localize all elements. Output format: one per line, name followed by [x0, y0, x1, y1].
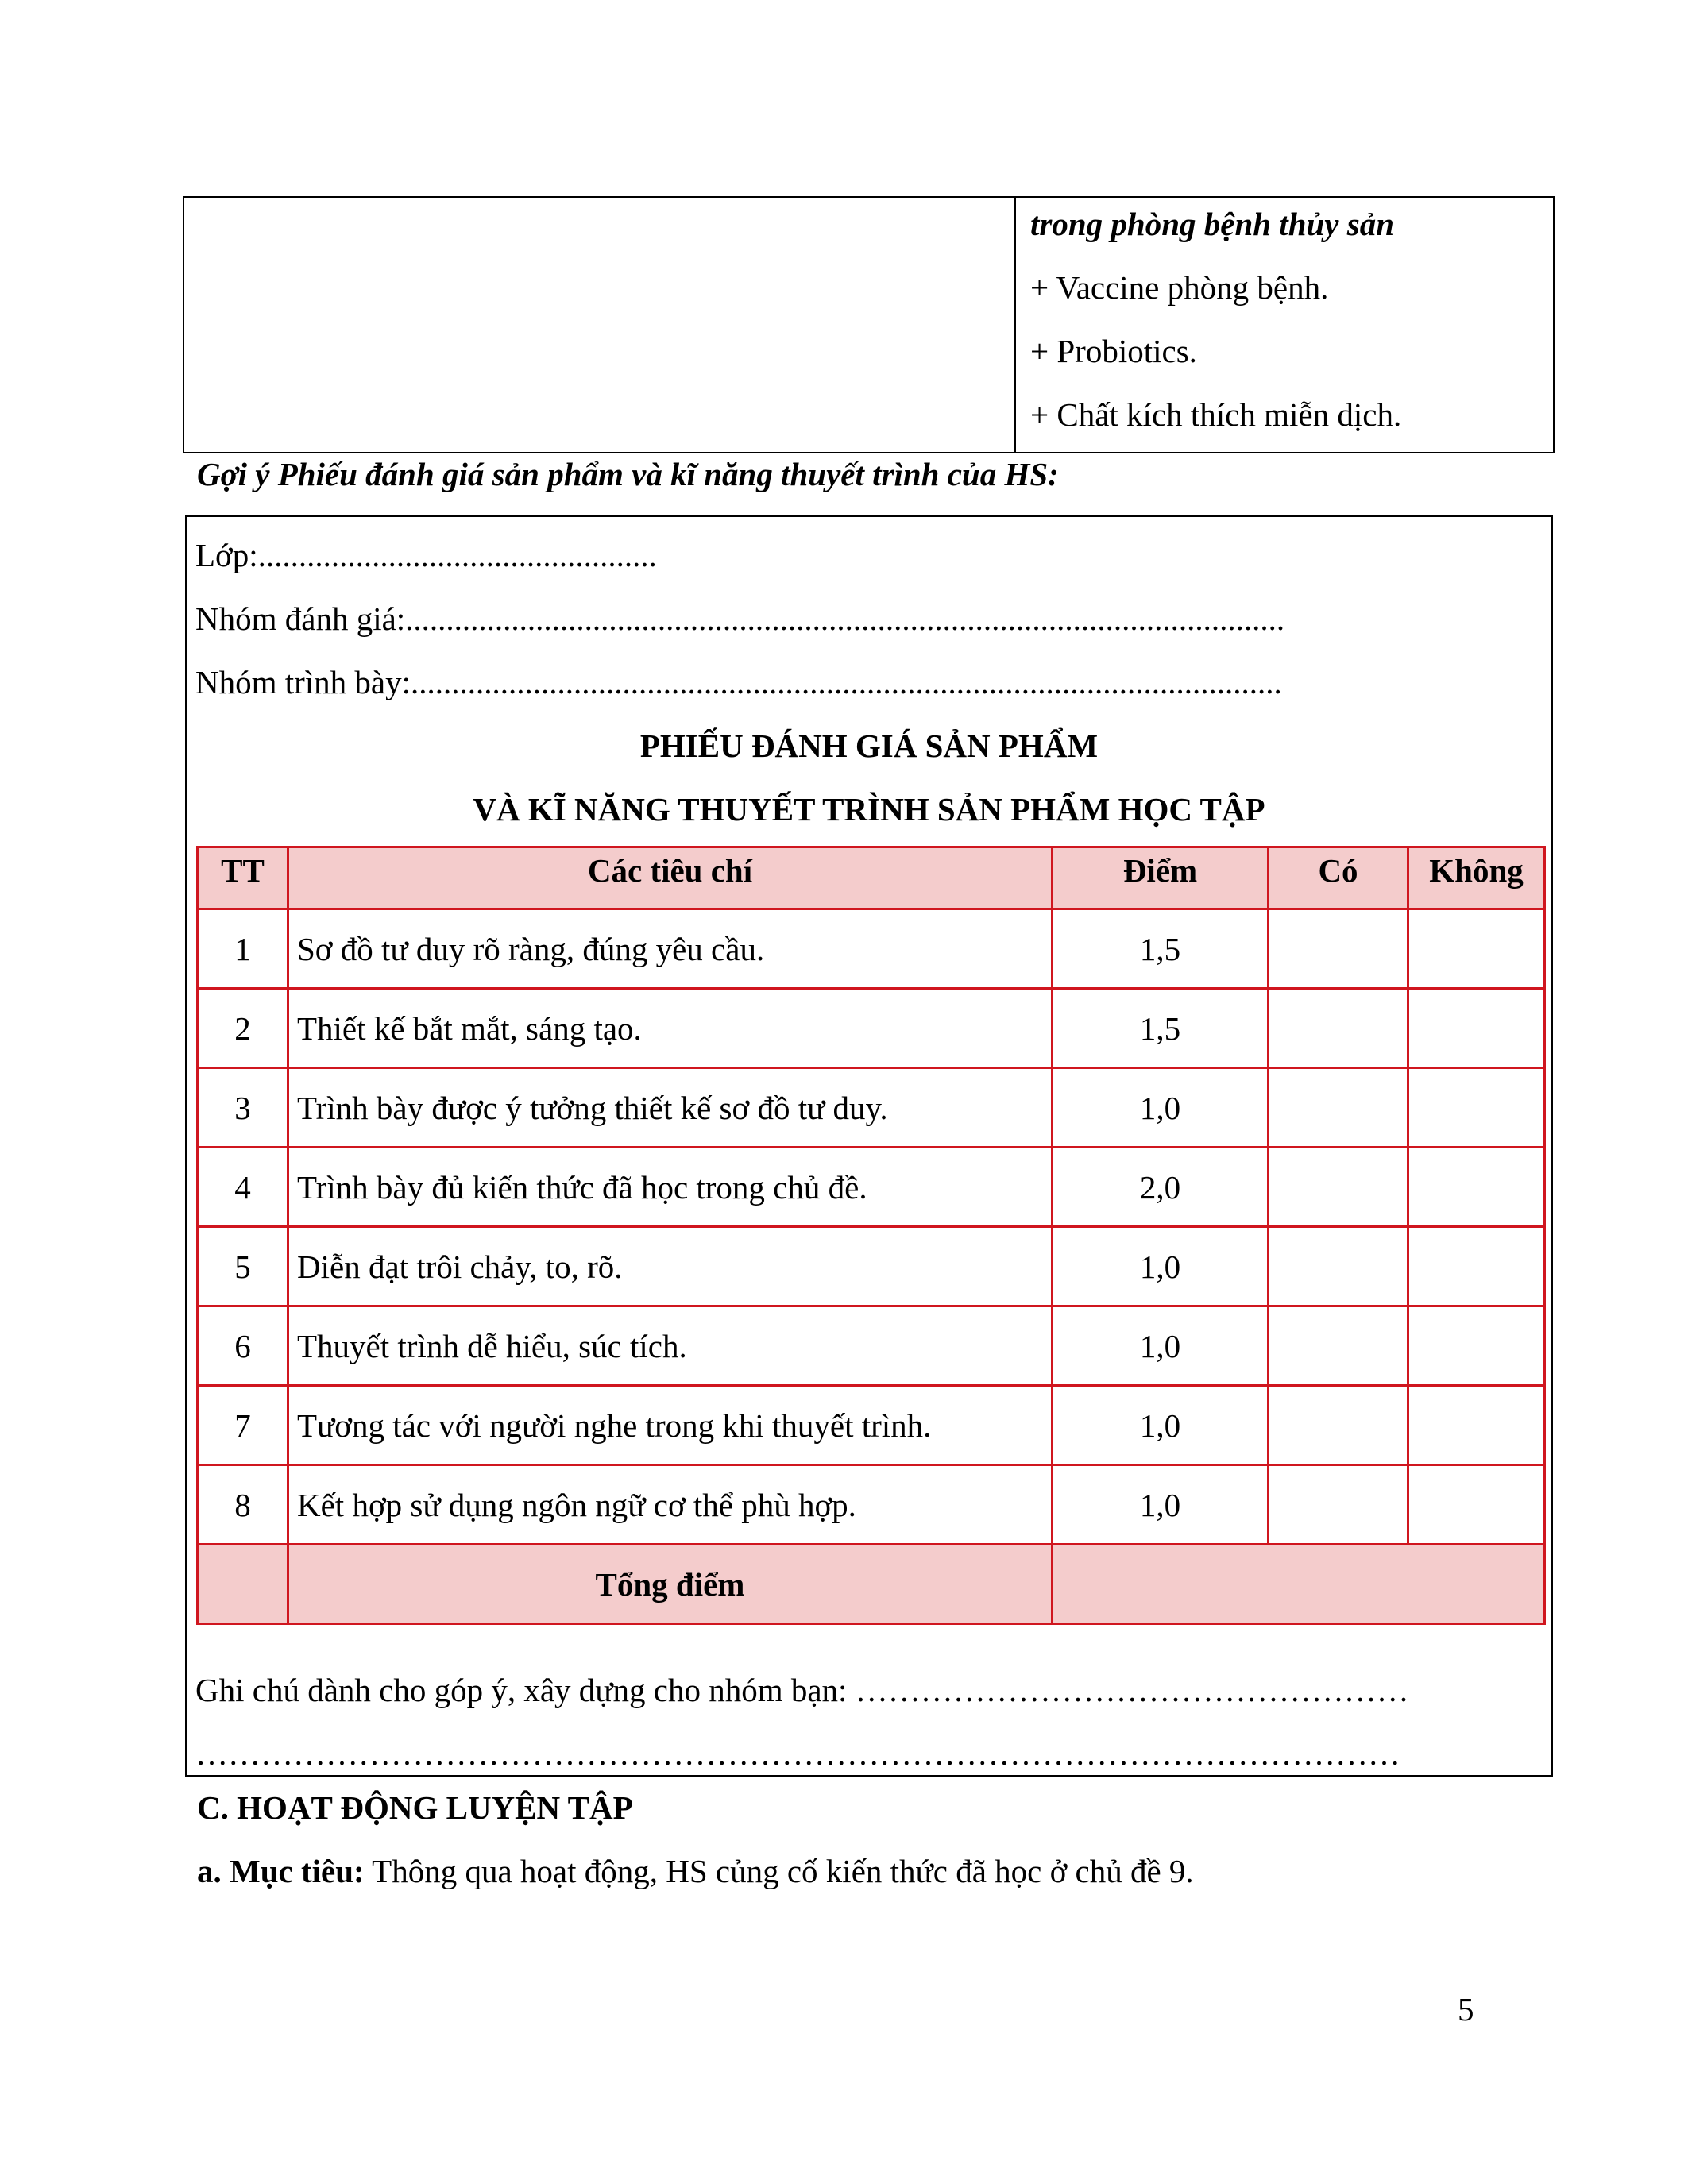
row-number: 3: [198, 1068, 288, 1148]
table-row: [198, 1386, 1545, 1465]
objective-label: a. Mục tiêu:: [197, 1853, 365, 1889]
row-number: 2: [198, 989, 288, 1068]
continuation-line: + Vaccine phòng bệnh.: [1030, 269, 1329, 306]
continuation-table: [183, 196, 1555, 453]
row-no-cell: [1408, 1068, 1545, 1148]
row-no-cell: [1408, 909, 1545, 989]
table-row: [198, 1465, 1545, 1545]
row-number: 8: [198, 1465, 288, 1545]
row-no-cell: [1408, 1227, 1545, 1306]
header-tt: TT: [198, 847, 288, 909]
row-yes-cell: [1269, 1306, 1408, 1386]
row-yes-cell: [1269, 989, 1408, 1068]
header-criteria: Các tiêu chí: [288, 847, 1053, 909]
row-no-cell: [1408, 1386, 1545, 1465]
row-criterion: Tương tác với người nghe trong khi thuyết trình.: [288, 1386, 1053, 1465]
table-row: [198, 1068, 1545, 1148]
total-blank-cell: [198, 1545, 288, 1624]
hint-heading: Gợi ý Phiếu đánh giá sản phẩm và kĩ năng thuyết trình của HS:: [197, 456, 1059, 492]
row-score: 1,0: [1053, 1306, 1269, 1386]
note-line-2: …………………………………………………………………………………………………: [195, 1735, 1400, 1772]
rubric-header-row: [198, 847, 1545, 909]
row-criterion: Sơ đồ tư duy rõ ràng, đúng yêu cầu.: [288, 909, 1053, 989]
continuation-line: trong phòng bệnh thủy sản: [1030, 206, 1395, 242]
row-criterion: Diễn đạt trôi chảy, to, rõ.: [288, 1227, 1053, 1306]
header-no: Không: [1408, 847, 1545, 909]
continuation-right-cell: [1015, 197, 1554, 453]
page-number: 5: [1458, 1991, 1474, 2028]
row-criterion: Trình bày được ý tưởng thiết kế sơ đồ tư duy.: [288, 1068, 1053, 1148]
row-yes-cell: [1269, 1465, 1408, 1545]
table-row: [198, 1227, 1545, 1306]
row-no-cell: [1408, 989, 1545, 1068]
row-score: 1,5: [1053, 989, 1269, 1068]
row-score: 1,0: [1053, 1068, 1269, 1148]
row-score: 1,0: [1053, 1465, 1269, 1545]
presenting-group-line: Nhóm trình bày:...........................................................................................................: [195, 664, 1282, 700]
row-score: 2,0: [1053, 1148, 1269, 1227]
row-yes-cell: [1269, 1386, 1408, 1465]
row-criterion: Kết hợp sử dụng ngôn ngữ cơ thể phù hợp.: [288, 1465, 1053, 1545]
header-score: Điểm: [1053, 847, 1269, 909]
total-label: Tổng điểm: [288, 1545, 1053, 1624]
note-line-1: Ghi chú dành cho góp ý, xây dựng cho nhóm bạn: ……………………………………………: [195, 1672, 1409, 1708]
header-yes: Có: [1269, 847, 1408, 909]
row-criterion: Thiết kế bắt mắt, sáng tạo.: [288, 989, 1053, 1068]
row-criterion: Thuyết trình dễ hiểu, súc tích.: [288, 1306, 1053, 1386]
continuation-left-cell: [183, 197, 1015, 453]
table-row: [198, 909, 1545, 989]
row-criterion: Trình bày đủ kiến thức đã học trong chủ đề.: [288, 1148, 1053, 1227]
objective-text: Thông qua hoạt động, HS củng cố kiến thức đã học ở chủ đề 9.: [364, 1853, 1194, 1889]
row-score: 1,0: [1053, 1386, 1269, 1465]
form-title-line-1: PHIẾU ĐÁNH GIÁ SẢN PHẨM: [639, 727, 1099, 764]
row-yes-cell: [1269, 1148, 1408, 1227]
row-no-cell: [1408, 1306, 1545, 1386]
row-number: 7: [198, 1386, 288, 1465]
table-row: [198, 1148, 1545, 1227]
row-no-cell: [1408, 1148, 1545, 1227]
table-row: [198, 1306, 1545, 1386]
evaluation-form: [185, 515, 1553, 1777]
row-no-cell: [1408, 1465, 1545, 1545]
row-number: 5: [198, 1227, 288, 1306]
row-score: 1,0: [1053, 1227, 1269, 1306]
row-score: 1,5: [1053, 909, 1269, 989]
row-number: 6: [198, 1306, 288, 1386]
row-yes-cell: [1269, 909, 1408, 989]
rubric-table: [196, 846, 1546, 1625]
row-yes-cell: [1269, 1227, 1408, 1306]
objective-line: [197, 1839, 1194, 1903]
table-row: [198, 989, 1545, 1068]
total-row: [198, 1545, 1545, 1624]
section-heading: C. HOẠT ĐỘNG LUYỆN TẬP: [197, 1789, 633, 1826]
total-value-cell: [1053, 1545, 1545, 1624]
class-line: Lớp:.................................................: [195, 537, 657, 573]
form-title-line-2: VÀ KĨ NĂNG THUYẾT TRÌNH SẢN PHẨM HỌC TẬP: [473, 791, 1265, 828]
continuation-line: + Probiotics.: [1030, 333, 1197, 369]
row-number: 4: [198, 1148, 288, 1227]
row-yes-cell: [1269, 1068, 1408, 1148]
continuation-line: + Chất kích thích miễn dịch.: [1030, 396, 1402, 433]
evaluating-group-line: Nhóm đánh giá:............................................................................................................: [195, 600, 1285, 637]
row-number: 1: [198, 909, 288, 989]
